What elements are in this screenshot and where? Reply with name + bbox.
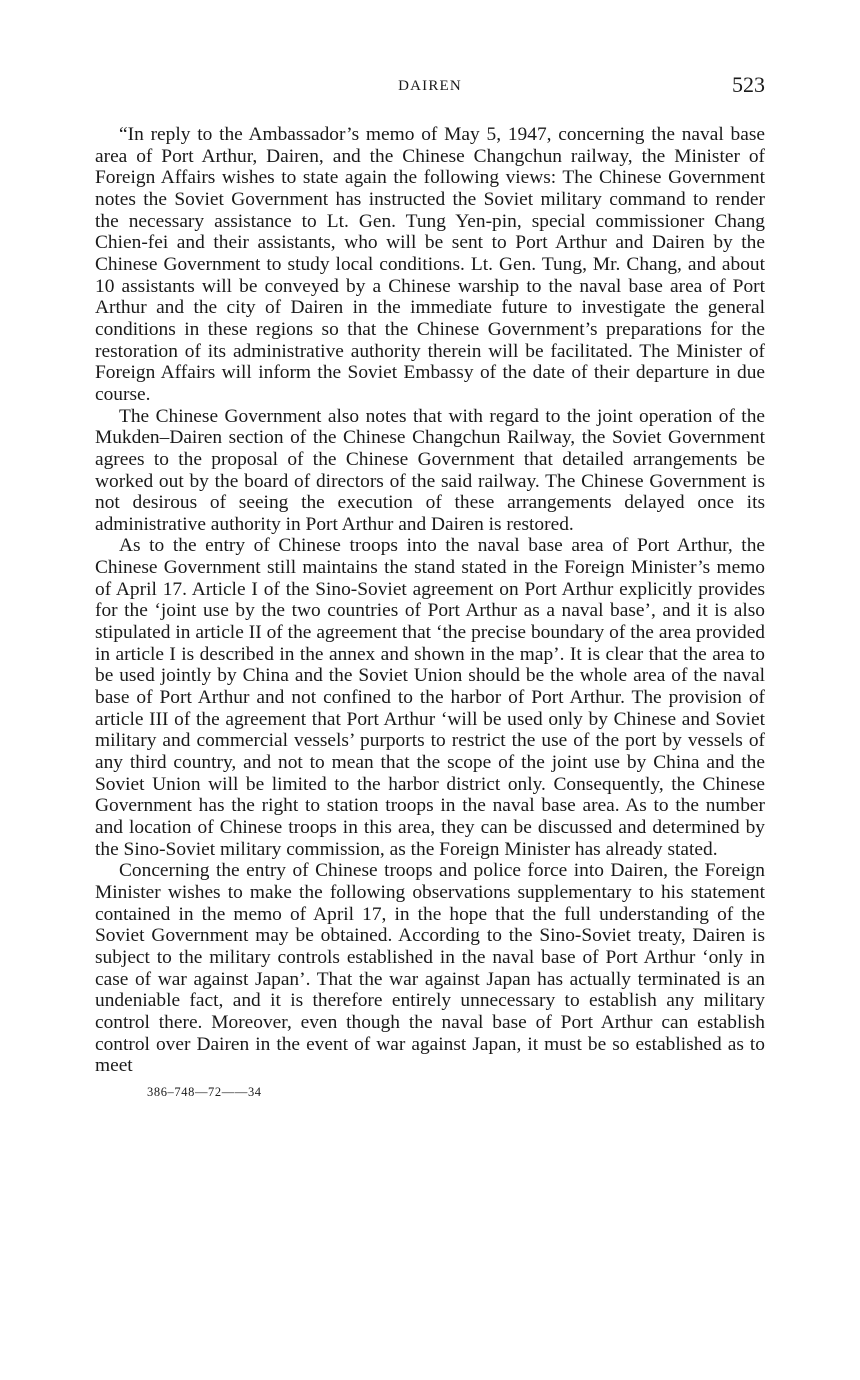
paragraph: “In reply to the Ambassador’s memo of May 5, 1947, concerning the naval base area of Port Arthur, Dairen, and the Chinese Changchun railway, the Minister of Foreign Affairs wishes to state again the following views: The Chinese Government notes the Soviet Government has instructed the Soviet military command to render the necessary assistance to Lt. Gen. Tung Yen-pin, special commissioner Chang Chien-fei and their assistants, who will be sent to Port Arthur and Dairen by the Chinese Government to study local conditions. Lt. Gen. Tung, Mr. Chang, and about 10 assistants will be conveyed by a Chinese warship to the naval base area of Port Arthur and the city of Dairen in the immediate future to investigate the general conditions in these regions so that the Chinese Government’s preparations for the restoration of its administrative authority therein will be facilitated. The Minister of Foreign Affairs will inform the Soviet Embassy of the date of their departure in due course. — [95, 124, 765, 405]
body-text — [95, 124, 765, 1077]
paragraph: The Chinese Government also notes that with regard to the joint operation of the Mukden–Dairen section of the Chinese Changchun Railway, the Soviet Government agrees to the proposal of the Chinese Government that detailed arrangements be worked out by the board of directors of the said railway. The Chinese Government is not desirous of seeing the execution of these arrangements delayed once its administrative authority in Port Arthur and Dairen is restored. — [95, 405, 765, 535]
running-head-title: DAIREN — [398, 78, 462, 94]
printer-imprint: 386–748—72——34 — [147, 1084, 262, 1099]
running-head — [95, 72, 765, 102]
paragraph: Concerning the entry of Chinese troops and police force into Dairen, the Foreign Minister wishes to make the following observations supplementary to his statement contained in the memo of April 17, in the hope that the full understanding of the Soviet Government may be obtained. According to the Sino-Soviet treaty, Dairen is subject to the military controls established in the naval base of Port Arthur ‘only in case of war against Japan’. That the war against Japan has actually terminated is an undeniable fact, and it is therefore entirely unnecessary to establish any military control there. Moreover, even though the naval base of Port Arthur can establish control over Dairen in the event of war against Japan, it must be so established as to meet — [95, 860, 765, 1077]
document-page — [95, 72, 765, 1100]
paragraph: As to the entry of Chinese troops into the naval base area of Port Arthur, the Chinese Government still maintains the stand stated in the Foreign Minister’s memo of April 17. Article I of the Sino-Soviet agreement on Port Arthur explicitly provides for the ‘joint use by the two countries of Port Arthur as a naval base’, and it is also stipulated in article II of the agreement that ‘the precise boundary of the area provided in article I is described in the annex and shown in the map’. It is clear that the area to be used jointly by China and the Soviet Union should be the whole area of the naval base of Port Arthur and not confined to the harbor of Port Arthur. The provision of article III of the agreement that Port Arthur ‘will be used only by Chinese and Soviet military and commercial vessels’ purports to restrict the use of the port by vessels of any third country, and not to mean that the scope of the joint use by China and the Soviet Union will be limited to the harbor district only. Consequently, the Chinese Government has the right to station troops in the naval base area. As to the number and location of Chinese troops in this area, they can be discussed and determined by the Sino-Soviet military commission, as the Foreign Minister has already stated. — [95, 535, 765, 860]
page-number: 523 — [732, 72, 765, 97]
